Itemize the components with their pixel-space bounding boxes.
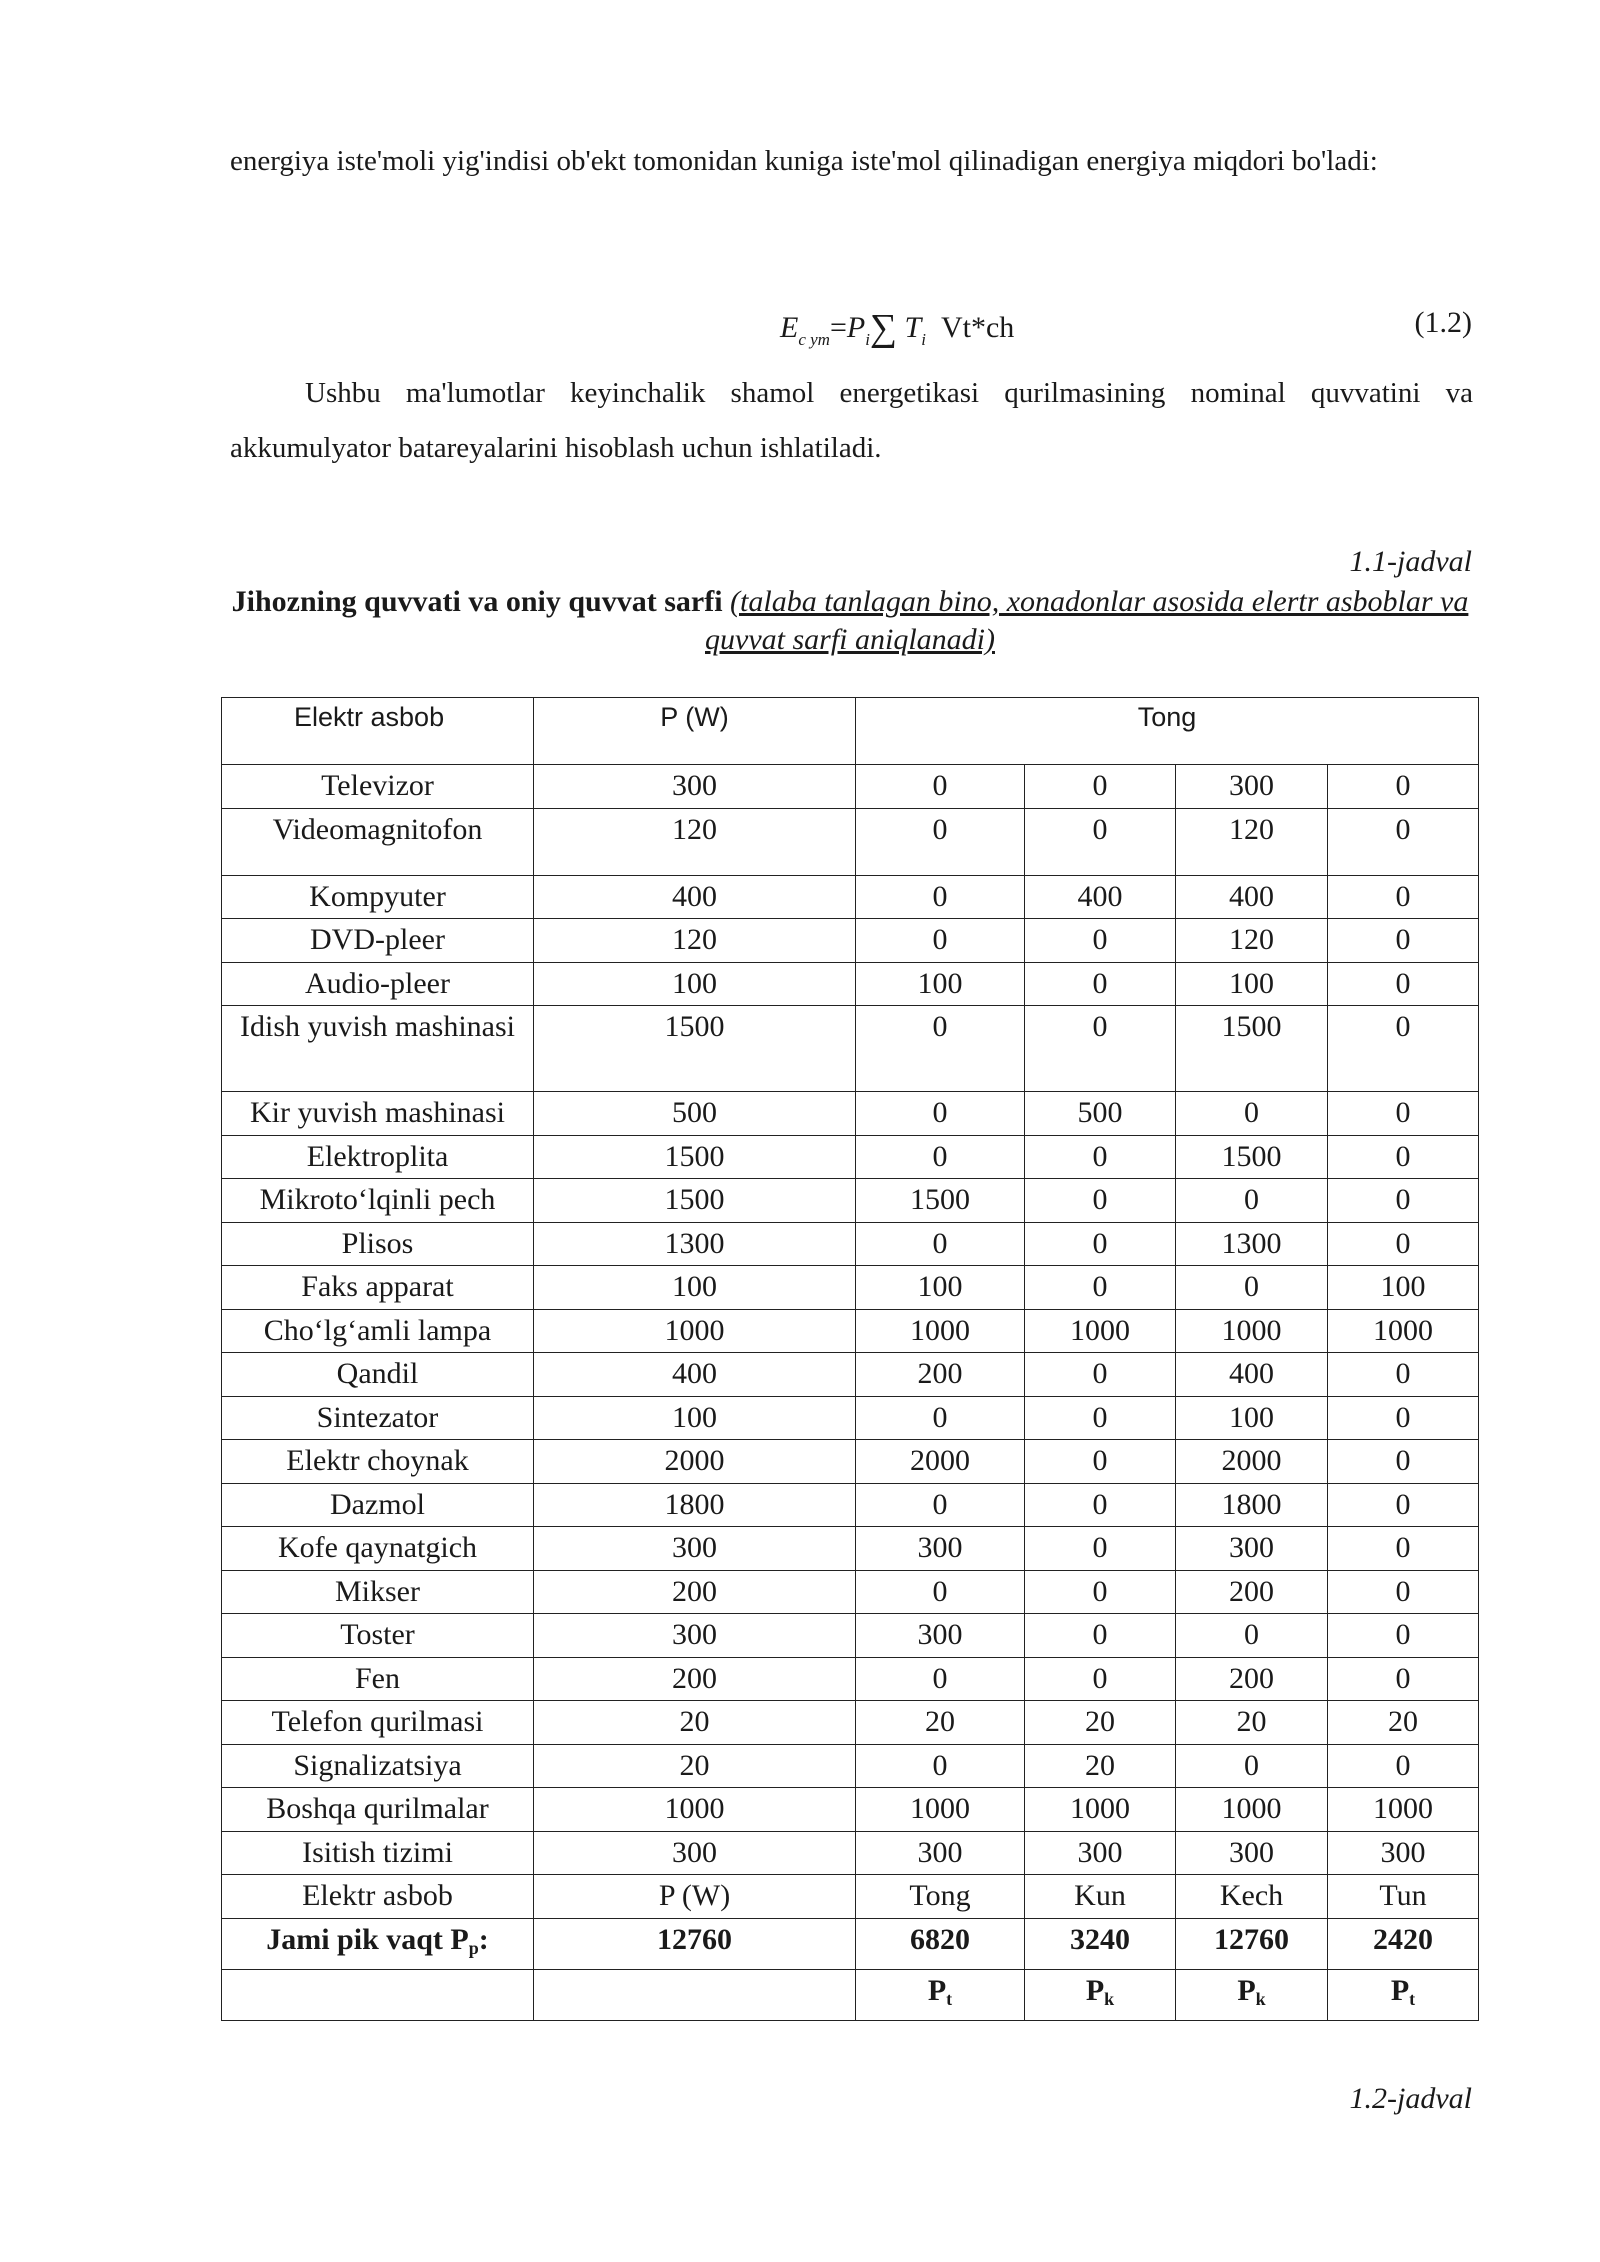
cell-kech: 0 [1176,1614,1328,1658]
cell-kech: 300 [1176,1831,1328,1875]
cell-kech: 2000 [1176,1440,1328,1484]
cell-device: Faks apparat [222,1266,534,1310]
cell-power: 100 [534,1396,856,1440]
table-row [222,875,1479,919]
cell-device: Kompyuter [222,875,534,919]
cell-tong: 0 [856,1396,1025,1440]
cell-power: 20 [534,1744,856,1788]
cell-device: Televizor [222,765,534,809]
cell-kech: 0 [1176,1266,1328,1310]
cell-device: Elektr asbob [222,1875,534,1919]
table-row [222,1527,1479,1571]
cell-tong: 0 [856,1092,1025,1136]
cell-device: Toster [222,1614,534,1658]
sigma-symbol: ∑ [869,307,898,349]
cell-kech: 1300 [1176,1222,1328,1266]
table-header-row [222,698,1479,765]
cell-device: Kir yuvish mashinasi [222,1092,534,1136]
cell-kun: 0 [1025,1353,1176,1397]
formula-e-subscript: c ym [798,330,830,349]
cell-tun: 0 [1328,875,1479,919]
cell-tun: 0 [1328,1353,1479,1397]
cell-device: Elektroplita [222,1135,534,1179]
header-power: P (W) [534,698,856,765]
table-row [222,1222,1479,1266]
cell-tong: 0 [856,1006,1025,1092]
cell-device: Boshqa qurilmalar [222,1788,534,1832]
cell-tun: 0 [1328,765,1479,809]
cell-kun: 0 [1025,1135,1176,1179]
cell-power: 1500 [534,1006,856,1092]
cell-device: DVD-pleer [222,919,534,963]
table-row [222,1440,1479,1484]
cell-tong: 0 [856,1570,1025,1614]
cell-kech: 200 [1176,1570,1328,1614]
total-p: 12760 [534,1918,856,1969]
total-tun: 2420 [1328,1918,1479,1969]
table-row [222,765,1479,809]
cell-device: Idish yuvish mashinasi [222,1006,534,1092]
table-row [222,1092,1479,1136]
cell-tong: 300 [856,1614,1025,1658]
cell-tong: 300 [856,1527,1025,1571]
formula-unit: Vt*ch [940,311,1015,344]
table-row [222,962,1479,1006]
cell-tun: 20 [1328,1701,1479,1745]
cell-kun: 0 [1025,919,1176,963]
cell-kech: 300 [1176,1527,1328,1571]
cell-tong: 0 [856,1744,1025,1788]
cell-device: Elektr choynak [222,1440,534,1484]
table-row [222,1701,1479,1745]
cell-tun: Tun [1328,1875,1479,1919]
symbol-row [222,1969,1479,2020]
peak-symbol-subscript: k [1104,1988,1115,2009]
usage-paragraph: Ushbu ma'lumotlar keyinchalik shamol energetikasi qurilmasining nominal quvvatini va akkumulyator batareyalarini hisoblash uchun ishlatiladi. [230,377,1473,464]
cell-kech: 100 [1176,1396,1328,1440]
cell-tun: 0 [1328,1527,1479,1571]
cell-tong: 1000 [856,1309,1025,1353]
cell-power: 120 [534,919,856,963]
cell-tun: 0 [1328,919,1479,963]
cell-device: Isitish tizimi [222,1831,534,1875]
table-row [222,1353,1479,1397]
cell-tong: 20 [856,1701,1025,1745]
cell-tun: 0 [1328,1614,1479,1658]
cell-kun: Kun [1025,1875,1176,1919]
cell-tong: 100 [856,1266,1025,1310]
cell-power: 200 [534,1657,856,1701]
table-row [222,1266,1479,1310]
cell-kech: 400 [1176,1353,1328,1397]
cell-power: 1000 [534,1788,856,1832]
cell-device: Audio-pleer [222,962,534,1006]
cell-power: P (W) [534,1875,856,1919]
cell-power: 1800 [534,1483,856,1527]
cell-kech: 0 [1176,1179,1328,1223]
peak-symbol [1025,1969,1176,2020]
cell-power: 120 [534,808,856,875]
formula-p-subscript: i [865,330,870,349]
cell-tun: 0 [1328,1744,1479,1788]
cell-kun: 0 [1025,1570,1176,1614]
cell-kun: 400 [1025,875,1176,919]
cell-tun: 0 [1328,1222,1479,1266]
cell-kech: 1000 [1176,1788,1328,1832]
cell-tong: 1500 [856,1179,1025,1223]
cell-kun: 0 [1025,808,1176,875]
cell-kun: 300 [1025,1831,1176,1875]
table-row [222,1875,1479,1919]
cell-power: 100 [534,1266,856,1310]
table-row [222,1309,1479,1353]
cell-kun: 0 [1025,1483,1176,1527]
peak-symbol-subscript: t [946,1988,953,2009]
cell-tun: 0 [1328,1483,1479,1527]
cell-tong: Tong [856,1875,1025,1919]
total-tong: 6820 [856,1918,1025,1969]
cell-kun: 0 [1025,1614,1176,1658]
cell-kech: 1500 [1176,1006,1328,1092]
cell-device: Videomagnitofon [222,808,534,875]
cell-kun: 20 [1025,1701,1176,1745]
peak-symbol-subscript: k [1255,1988,1266,2009]
cell-power: 300 [534,1614,856,1658]
cell-tun: 0 [1328,1179,1479,1223]
cell-power: 200 [534,1570,856,1614]
table-row [222,919,1479,963]
cell-kun: 500 [1025,1092,1176,1136]
cell-tong: 200 [856,1353,1025,1397]
cell-kun: 0 [1025,1179,1176,1223]
peak-symbol [856,1969,1025,2020]
formula-equals: = [829,311,847,344]
cell-kech: 200 [1176,1657,1328,1701]
total-kech: 12760 [1176,1918,1328,1969]
cell-power: 400 [534,1353,856,1397]
cell-tong: 0 [856,875,1025,919]
cell-kun: 0 [1025,1396,1176,1440]
cell-power: 1000 [534,1309,856,1353]
cell-device: Fen [222,1657,534,1701]
cell-tong: 1000 [856,1788,1025,1832]
cell-kun: 0 [1025,962,1176,1006]
empty-cell [222,1969,534,2020]
equation-number: (1.2) [1414,306,1472,339]
cell-device: Qandil [222,1353,534,1397]
cell-kun: 20 [1025,1744,1176,1788]
table-row [222,1657,1479,1701]
cell-kun: 1000 [1025,1309,1176,1353]
cell-power: 500 [534,1092,856,1136]
total-kun: 3240 [1025,1918,1176,1969]
formula-t: T [904,311,922,344]
cell-device: Plisos [222,1222,534,1266]
cell-kech: 1800 [1176,1483,1328,1527]
cell-tun: 0 [1328,1092,1479,1136]
cell-tong: 0 [856,1222,1025,1266]
cell-kun: 0 [1025,1266,1176,1310]
table-caption [220,583,1480,659]
cell-tun: 0 [1328,962,1479,1006]
peak-symbol-subscript: t [1409,1988,1416,2009]
table1-label: 1.1-jadval [1349,545,1472,578]
header-tong: Tong [856,698,1479,765]
total-label [222,1918,534,1969]
cell-device: Telefon qurilmasi [222,1701,534,1745]
cell-power: 300 [534,1831,856,1875]
cell-kech: 0 [1176,1744,1328,1788]
cell-tun: 0 [1328,808,1479,875]
cell-tong: 0 [856,1657,1025,1701]
cell-kun: 0 [1025,1222,1176,1266]
peak-symbol-base: P [1085,1973,1105,2007]
cell-kun: 0 [1025,1527,1176,1571]
formula-e: E [780,311,799,344]
cell-tun: 0 [1328,1657,1479,1701]
cell-kech: 120 [1176,808,1328,875]
cell-device: Signalizatsiya [222,1744,534,1788]
table-row [222,1570,1479,1614]
total-label-subscript: p [468,1937,479,1958]
cell-device: Sintezator [222,1396,534,1440]
formula-t-subscript: i [921,330,926,349]
table-row [222,1614,1479,1658]
cell-tun: 300 [1328,1831,1479,1875]
cell-power: 100 [534,962,856,1006]
cell-device: Cho‘lg‘amli lampa [222,1309,534,1353]
cell-kun: 0 [1025,765,1176,809]
table-row [222,1135,1479,1179]
cell-tong: 0 [856,808,1025,875]
cell-power: 1500 [534,1135,856,1179]
cell-tun: 0 [1328,1006,1479,1092]
cell-tong: 0 [856,919,1025,963]
cell-kun: 0 [1025,1006,1176,1092]
cell-tong: 300 [856,1831,1025,1875]
cell-kech: 120 [1176,919,1328,963]
cell-tun: 100 [1328,1266,1479,1310]
cell-tun: 0 [1328,1570,1479,1614]
peak-symbol [1176,1969,1328,2020]
cell-device: Mikroto‘lqinli pech [222,1179,534,1223]
total-row [222,1918,1479,1969]
table-subtitle: (talaba tanlagan bino, xonadonlar asosida elertr asboblar va quvvat sarfi aniqlanadi) [705,585,1469,656]
cell-tong: 0 [856,765,1025,809]
cell-kech: 1500 [1176,1135,1328,1179]
header-device: Elektr asbob [222,698,534,765]
table-row [222,1006,1479,1092]
cell-tun: 0 [1328,1135,1479,1179]
cell-tun: 0 [1328,1440,1479,1484]
cell-kech: 20 [1176,1701,1328,1745]
cell-power: 300 [534,765,856,809]
peak-symbol-base: P [1390,1973,1410,2007]
cell-kun: 0 [1025,1657,1176,1701]
cell-device: Mikser [222,1570,534,1614]
table2-label: 1.2-jadval [1349,2082,1472,2115]
table-row [222,808,1479,875]
cell-kech: 100 [1176,962,1328,1006]
cell-kech: 400 [1176,875,1328,919]
cell-kech: 300 [1176,765,1328,809]
total-label-colon: : [478,1922,489,1956]
cell-kech: 1000 [1176,1309,1328,1353]
cell-tun: 1000 [1328,1309,1479,1353]
table-title: Jihozning quvvati va oniy quvvat sarfi [231,585,723,618]
cell-tong: 0 [856,1483,1025,1527]
table-row [222,1788,1479,1832]
cell-kun: 0 [1025,1440,1176,1484]
cell-kech: Kech [1176,1875,1328,1919]
cell-kech: 0 [1176,1092,1328,1136]
peak-symbol-base: P [927,1973,947,2007]
cell-power: 1300 [534,1222,856,1266]
table-row [222,1396,1479,1440]
cell-kun: 1000 [1025,1788,1176,1832]
cell-power: 300 [534,1527,856,1571]
table-row [222,1179,1479,1223]
peak-symbol [1328,1969,1479,2020]
table-row [222,1483,1479,1527]
cell-tong: 0 [856,1135,1025,1179]
cell-tun: 0 [1328,1396,1479,1440]
cell-power: 400 [534,875,856,919]
cell-power: 20 [534,1701,856,1745]
cell-tong: 2000 [856,1440,1025,1484]
table-row [222,1831,1479,1875]
power-consumption-table [221,697,1479,2021]
cell-device: Dazmol [222,1483,534,1527]
energy-formula [780,306,1014,350]
cell-power: 1500 [534,1179,856,1223]
cell-power: 2000 [534,1440,856,1484]
empty-cell [534,1969,856,2020]
peak-symbol-base: P [1237,1973,1256,2007]
total-label-text: Jami pik vaqt P [266,1922,469,1956]
cell-tun: 1000 [1328,1788,1479,1832]
formula-p: P [846,311,866,344]
cell-device: Kofe qaynatgich [222,1527,534,1571]
cell-tong: 100 [856,962,1025,1006]
intro-paragraph: energiya iste'moli yig'indisi ob'ekt tomonidan kuniga iste'mol qilinadigan energiya miqdori bo'ladi: [230,145,1378,177]
table-row [222,1744,1479,1788]
